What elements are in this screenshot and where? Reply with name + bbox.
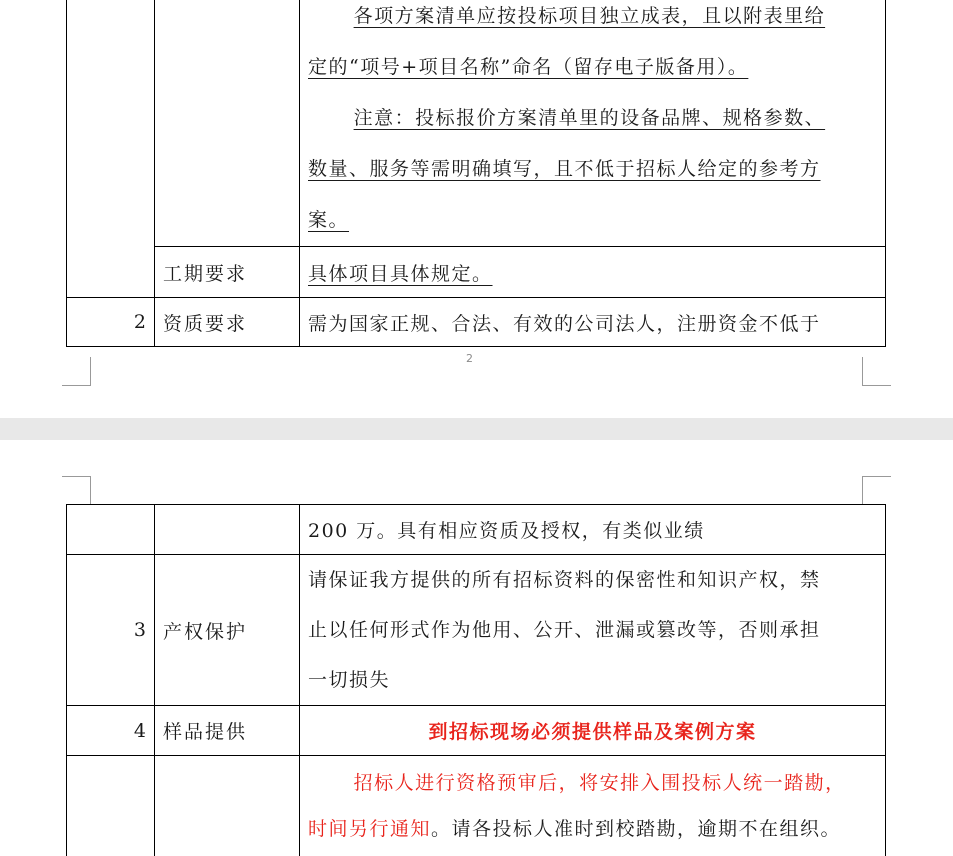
number-cell	[67, 505, 155, 555]
content-cell	[300, 756, 886, 856]
number-cell	[67, 247, 155, 298]
label-cell	[155, 505, 300, 555]
number-cell: 4	[67, 706, 155, 756]
paragraph-line: 一切损失	[308, 669, 391, 691]
paragraph-line: 数量、服务等需明确填写，且不低于招标人给定的参考方	[308, 158, 821, 180]
black-text-span: 。请各投标人准时到校踏勘，逾期不在组织。	[431, 818, 842, 840]
margin-corner-mark	[862, 476, 891, 505]
document-page-1	[0, 0, 953, 418]
number-cell	[67, 756, 155, 856]
page-number: 2	[466, 352, 473, 365]
number-cell: 3	[67, 555, 155, 706]
label-cell: 产权保护	[155, 555, 300, 706]
content-cell	[300, 555, 886, 706]
paragraph-line: 案。	[308, 209, 350, 231]
paragraph-line: 各项方案清单应按投标项目独立成表，且以附表里给	[353, 5, 826, 27]
label-cell: 样品提供	[155, 706, 300, 756]
paragraph-line: 请保证我方提供的所有招标资料的保密性和知识产权，禁	[308, 569, 821, 591]
table-row	[67, 298, 886, 347]
red-text-span: 时间另行通知	[308, 818, 432, 840]
margin-corner-mark	[62, 357, 91, 386]
requirements-table-part-2	[66, 504, 886, 856]
margin-corner-mark	[62, 476, 91, 505]
requirements-table-part-1	[66, 0, 886, 347]
table-row	[67, 505, 886, 555]
label-cell: 资质要求	[155, 298, 300, 347]
table-row	[67, 555, 886, 706]
content-cell: 到招标现场必须提供样品及案例方案	[300, 706, 886, 756]
label-cell	[155, 756, 300, 856]
label-cell	[155, 0, 300, 247]
table-row	[67, 706, 886, 756]
content-cell: 具体项目具体规定。	[300, 247, 886, 298]
paragraph-line: 注意：投标报价方案清单里的设备品牌、规格参数、	[353, 107, 826, 129]
table-row	[67, 247, 886, 298]
table-row	[67, 0, 886, 247]
paragraph-line: 定的“项号+项目名称”命名（留存电子版备用）。	[308, 56, 749, 78]
page-gap	[0, 418, 953, 440]
document-page-2	[0, 440, 953, 856]
number-cell: 2	[67, 298, 155, 347]
label-cell: 工期要求	[155, 247, 300, 298]
paragraph-line	[308, 806, 877, 852]
number-cell	[67, 0, 155, 247]
content-cell: 需为国家正规、合法、有效的公司法人，注册资金不低于	[300, 298, 886, 347]
table-row	[67, 756, 886, 856]
paragraph-line: 招标人进行资格预审后，将安排入围投标人统一踏勘，	[353, 772, 846, 794]
paragraph-line: 止以任何形式作为他用、公开、泄漏或篡改等，否则承担	[308, 619, 821, 641]
margin-corner-mark	[862, 357, 891, 386]
content-cell	[300, 0, 886, 247]
content-cell: 200 万。具有相应资质及授权，有类似业绩	[300, 505, 886, 555]
